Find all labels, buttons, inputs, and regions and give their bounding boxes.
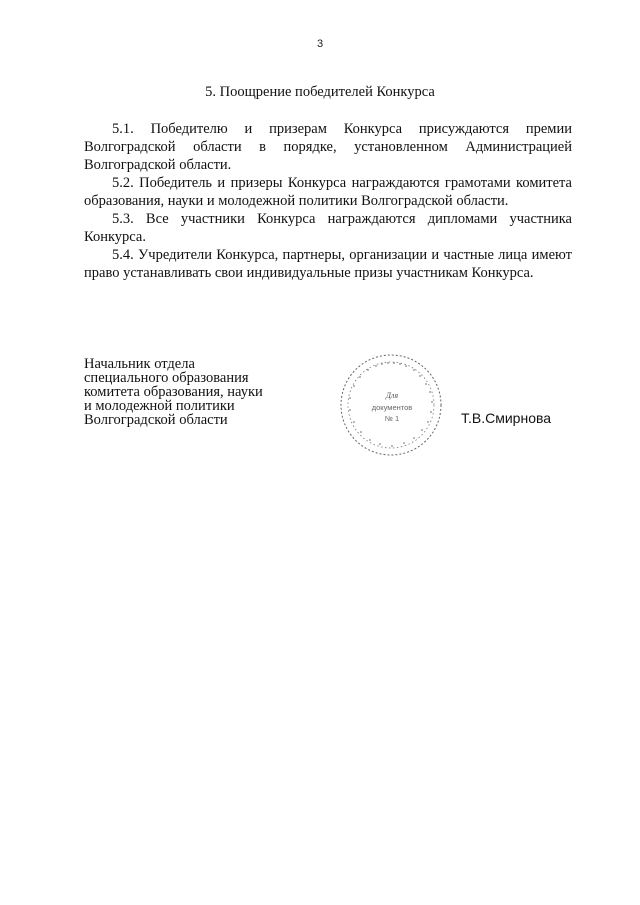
position-line: Начальник отдела — [84, 356, 195, 372]
signatory-position — [84, 357, 274, 427]
stamp-text: Для — [385, 391, 399, 400]
position-line: Волгоградской области — [84, 412, 228, 428]
paragraph-5-1: 5.1. Победителю и призерам Конкурса присуждаются премии Волгоградской области в порядке, установленном Администрацией Волгоградской области. — [84, 121, 572, 173]
paragraph-5-4: 5.4. Учредители Конкурса, партнеры, организации и частные лица имеют право устанавливать свои индивидуальные призы участникам Конкурса. — [84, 247, 572, 281]
official-stamp — [336, 350, 446, 460]
stamp-text: № 1 — [384, 414, 400, 423]
section-body — [84, 120, 572, 282]
position-line: специального образования — [84, 370, 249, 386]
section-title: 5. Поощрение победителей Конкурса — [205, 84, 435, 100]
paragraph-5-3: 5.3. Все участники Конкурса награждаются дипломами участника Конкурса. — [84, 211, 572, 245]
position-line: и молодежной политики — [84, 398, 235, 414]
position-line: комитета образования, науки — [84, 384, 263, 400]
signatory-name: Т.В.Смирнова — [461, 410, 552, 426]
paragraph-5-2: 5.2. Победитель и призеры Конкурса награждаются грамотами комитета образования, науки и молодежной политики Волгоградской области. — [84, 175, 572, 209]
page-number: 3 — [316, 38, 324, 50]
stamp-text: документов — [371, 403, 413, 412]
